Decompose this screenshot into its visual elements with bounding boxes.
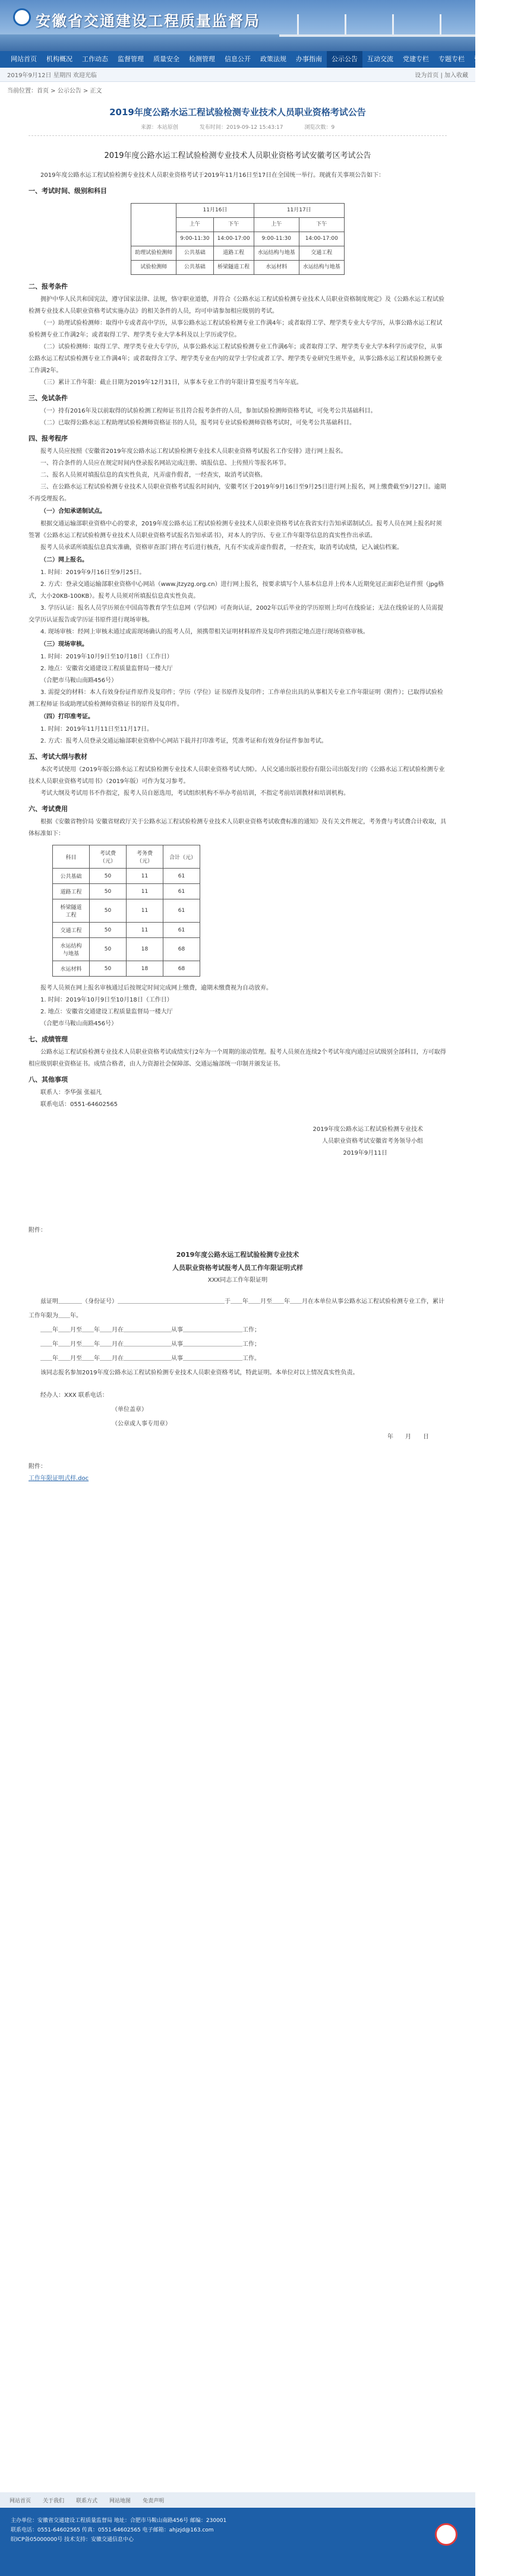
table-cell: 61 — [163, 899, 200, 923]
paragraph: （合肥市马鞍山南路456号） — [40, 677, 118, 684]
paragraph: 1. 时间：2019年11月11日至11月17日。 — [40, 726, 153, 733]
section-heading: 五、考试大纲与教材 — [29, 753, 87, 761]
paragraph: 1. 时间：2019年9月16日至9月25日。 — [40, 569, 146, 576]
table-cell: 11 — [127, 884, 163, 899]
paragraph: 1. 时间：2019年10月9日至10月18日（工作日） — [40, 997, 173, 1003]
footer-links — [0, 2492, 475, 2508]
paragraph: 根据《安徽省物价局 安徽省财政厅关于公路水运工程试验检测专业技术人员职业资格考试收费标准的通知》及有关文件规定，考务费与考试费合计收取，具体标准如下： — [29, 819, 447, 837]
table-cell: 50 — [90, 884, 127, 899]
banner-bridge — [279, 14, 475, 37]
table-cell: 合计（元） — [163, 845, 200, 869]
meta-views: 浏览次数：9 — [304, 125, 335, 131]
site-title: 安徽省交通建设工程质量监督局 — [36, 12, 261, 30]
date-welcome: 2019年9月12日 星期四 欢迎光临 — [7, 72, 97, 79]
paragraph: 2. 地点：安徽省交通建设工程质量监督局一楼大厅 — [40, 1009, 173, 1015]
nav-item[interactable]: 党建专栏 — [403, 55, 429, 63]
section-body — [29, 446, 447, 747]
table-cell: 50 — [90, 869, 127, 884]
contact-phone: 联系电话：0551-64602565 — [40, 1101, 118, 1108]
top-info-bar — [0, 68, 475, 82]
footer-line: 联系电话：0551-64602565 传真：0551-64602565 电子邮箱：ahjzjd@163.com — [11, 2527, 214, 2533]
nav-item[interactable]: 互动交流 — [367, 55, 393, 63]
table-cell: 公共基础 — [176, 246, 213, 261]
table-cell: 水运结构与地基 — [53, 938, 90, 961]
table-cell: 交通工程 — [53, 923, 90, 938]
paragraph: （三）现场审核。 — [40, 641, 88, 648]
section-heading: 四、报考程序 — [29, 435, 68, 442]
meta-time: 发布时间：2019-09-12 15:43:17 — [199, 125, 283, 131]
table-cell: 水运结构与地基 — [299, 261, 344, 275]
annex-label: 附件： — [29, 1227, 46, 1234]
annex-date: 年 月 日 — [387, 1434, 429, 1440]
paragraph: 公路水运工程试验检测专业技术人员职业资格考试成绩实行2年为一个周期的滚动管理。报考人员须在连续2个考试年度内通过应试级别全部科目，方可取得相应级别职业资格证书。成绩合格者，由人力资源社会保障部、交通运输部统一印制并颁发证书。 — [29, 1049, 446, 1067]
table-cell: 桥梁隧道工程 — [213, 261, 254, 275]
table-cell: 试验检测师 — [131, 261, 176, 275]
paragraph: （一）助理试验检测师：取得中专或者高中学历，从事公路水运工程试验检测专业工作满4年；或者取得工学、理学类专业大专学历，从事公路水运工程试验检测专业工作满2年；或者取得工学、理学类专业大学本科及以上学历或学位。 — [29, 320, 443, 338]
table-cell: 50 — [90, 899, 127, 923]
site-logo-icon[interactable] — [13, 8, 31, 26]
nav-item[interactable]: 检测管理 — [189, 55, 215, 63]
section-body — [29, 294, 447, 389]
paragraph: 报考人员应按照《安徽省2019年度公路水运工程试验检测专业技术人员职业资格考试报名工作安排》进行网上报名。 — [40, 448, 347, 455]
gov-emblem-icon[interactable] — [435, 2523, 457, 2546]
annex-seal: （单位盖章） — [112, 1406, 147, 1413]
table-cell: 助理试验检测师 — [131, 246, 176, 261]
footer-link[interactable]: 网站首页 — [10, 2498, 31, 2504]
table-cell: 水运材料 — [53, 961, 90, 977]
banner-sea — [0, 34, 475, 51]
paragraph: （合肥市马鞍山南路456号） — [40, 1021, 118, 1027]
table-cell: 14:00-17:00 — [299, 232, 344, 246]
table-cell: 11 — [127, 869, 163, 884]
nav-item[interactable]: 专题专栏 — [438, 55, 465, 63]
annex-line: 兹证明＿＿＿＿（身份证号）＿＿＿＿＿＿＿＿＿＿＿＿＿＿＿＿＿＿于＿＿年＿＿月至＿＿年＿＿月在本单位从事公路水运工程试验检测专业工作，累计工作年限为＿＿年。 — [29, 1298, 444, 1319]
paragraph: 4. 现场审核：经网上审核未通过或需现场确认的报考人员，须携带相关证明材料原件及复印件到指定地点进行现场资格审核。 — [40, 629, 369, 635]
table-cell: 50 — [90, 923, 127, 938]
table-cell — [131, 204, 176, 246]
table-cell: 水运材料 — [254, 261, 299, 275]
table-cell: 50 — [90, 938, 127, 961]
table-cell: 科目 — [53, 845, 90, 869]
nav-item[interactable]: 工作动态 — [82, 55, 108, 63]
meta-source: 来源：本站原创 — [140, 125, 178, 131]
table-cell: 11 — [127, 923, 163, 938]
table-cell: 考试费（元） — [90, 845, 127, 869]
table-cell: 50 — [90, 961, 127, 977]
footer-link[interactable]: 关于我们 — [43, 2498, 65, 2504]
article-title: 2019年度公路水运工程试验检测专业技术人员职业资格考试公告 — [109, 107, 366, 118]
signature-line: 2019年度公路水运工程试验检测专业技术 — [313, 1126, 423, 1133]
breadcrumb: 当前位置：首页 > 公示公告 > 正文 — [7, 87, 102, 94]
paragraph: （一）合知承诺制试点。 — [40, 508, 106, 515]
table-cell: 道路工程 — [213, 246, 254, 261]
table-cell: 11月17日 — [254, 204, 344, 218]
schedule-table — [131, 203, 345, 275]
attachment-link[interactable]: 工作年限证明式样.doc — [29, 1475, 89, 1482]
table-cell: 14:00-17:00 — [213, 232, 254, 246]
paragraph: 2. 方式：登录交通运输部职业资格中心网站（www.jtzyzg.org.cn）进行网上报名，按要求填写个人基本信息并上传本人近期免冠正面彩色证件照（jpg格式，大小20KB-100KB）。报考人员须对所填报信息真实性负责。 — [29, 581, 444, 600]
section-heading: 三、免试条件 — [29, 394, 68, 402]
table-cell: 交通工程 — [299, 246, 344, 261]
annex-line: ＿＿年＿＿月至＿＿年＿＿月在＿＿＿＿＿＿＿＿从事＿＿＿＿＿＿＿＿＿＿工作； — [40, 1327, 260, 1333]
paragraph: 根据交通运输部职业资格中心的要求，2019年度公路水运工程试验检测专业技术人员职业资格考试在我省实行告知承诺制试点。报考人员在网上报名时须签署《公路水运工程试验检测专业技术人员职业资格考试报名告知承诺书》，对本人的学历、专业工作年限等信息的真实性作出承诺。 — [29, 521, 442, 539]
annex-title: 2019年度公路水运工程试验检测专业技术 — [176, 1251, 299, 1259]
signature-date: 2019年9月11日 — [343, 1150, 387, 1156]
nav-item[interactable]: 办事指南 — [296, 55, 322, 63]
nav-item[interactable]: 信息公开 — [225, 55, 251, 63]
table-cell: 水运结构与地基 — [254, 246, 299, 261]
paragraph: 报考人员承诺所填报信息真实准确，资格审查部门将在考后进行核查，凡有不实或弄虚作假者，一经查实，取消考试成绩，记入诚信档案。 — [40, 544, 403, 551]
section-heading: 二、报考条件 — [29, 283, 68, 290]
site-banner — [0, 0, 475, 51]
signature-line: 人员职业资格考试安徽省考务领导小组 — [322, 1138, 423, 1145]
paragraph: 一、符合条件的人员应在规定时间内登录报名网站完成注册、填报信息、上传照片等报名环节。 — [40, 460, 290, 467]
paragraph: 考试大纲及考试用书不作指定，报考人员自愿选用，考试组织机构不举办考前培训，不指定考前培训教材和培训机构。 — [40, 790, 349, 797]
paragraph: 2. 方式：报考人员登录交通运输部职业资格中心网站下载并打印准考证，凭准考证和有效身份证件参加考试。 — [40, 738, 327, 744]
table-cell: 18 — [127, 938, 163, 961]
table-cell: 考务费（元） — [127, 845, 163, 869]
table-cell: 9:00-11:30 — [254, 232, 299, 246]
annex-line: ＿＿年＿＿月至＿＿年＿＿月在＿＿＿＿＿＿＿＿从事＿＿＿＿＿＿＿＿＿＿工作； — [40, 1341, 260, 1348]
section-heading: 六、考试费用 — [29, 805, 68, 813]
paragraph: 三、在公路水运工程试验检测专业技术人员职业资格考试报名时间内，安徽考区于2019年9月16日至9月25日进行网上报名，网上缴费截至9月27日。逾期不再受理报名。 — [29, 484, 446, 502]
paragraph: （二）网上报名。 — [40, 557, 88, 563]
footer-info — [0, 2508, 475, 2576]
annex-subtitle: XXX同志工作年限证明 — [207, 1277, 268, 1284]
paragraph: 拥护中华人民共和国宪法，遵守国家法律、法规，恪守职业道德，并符合《公路水运工程试验检测专业技术人员职业资格制度规定》及《公路水运工程试验检测专业技术人员职业资格考试实施办法》的相关条件的人员，均可申请参加相应级别的考试。 — [29, 296, 444, 315]
intro-paragraph: 2019年度公路水运工程试验检测专业技术人员职业资格考试于2019年11月16日至17日在全国统一举行。现就有关事项公告如下： — [40, 172, 385, 179]
paragraph: 二、报名人员须对填报信息的真实性负责，凡弄虚作假者，一经查实，取消考试资格。 — [40, 472, 266, 479]
fee-table — [52, 845, 200, 977]
paragraph: 3. 学历认证：报名人员学历须在中国高等教育学生信息网（学信网）可查询认证，2002年以后毕业的学历原则上均可在线验证；无法在线验证的人员需提交学历认证报告或学历证书原件进行现场审核。 — [29, 605, 444, 623]
annex-contact: 经办人：XXX 联系电话： — [40, 1392, 108, 1399]
table-cell: 61 — [163, 884, 200, 899]
paragraph: （二）试验检测师：取得工学、理学类专业大专学历，从事公路水运工程试验检测专业工作满6年；或者取得工学、理学类专业大学本科学历或学位，从事公路水运工程试验检测专业工作满4年；或者取得含工学、理学类专业在内的双学士学位或者工学、理学类专业研究生班毕业，从事公路水运工程试验检测专业工作满2年。 — [29, 344, 443, 374]
footer-line: 皖ICP备05000000号 技术支持：安徽交通信息中心 — [11, 2537, 134, 2543]
article-subtitle: 2019年度公路水运工程试验检测专业技术人员职业资格考试安徽考区考试公告 — [104, 151, 371, 160]
article-meta — [29, 123, 447, 136]
nav-item[interactable]: 网站首页 — [11, 55, 37, 63]
nav-item[interactable]: 政策法规 — [260, 55, 286, 63]
table-cell: 道路工程 — [53, 884, 90, 899]
table-cell: 11 — [127, 899, 163, 923]
table-cell: 18 — [127, 961, 163, 977]
section-heading: 一、考试时间、级别和科目 — [29, 187, 107, 195]
paragraph: （三）累计工作年限：截止日期为2019年12月31日，从事本专业工作的年限计算至报考当年年底。 — [40, 379, 302, 386]
paragraph: 2. 地点：安徽省交通建设工程质量监督局一楼大厅 — [40, 666, 173, 672]
attachment-label: 附件： — [29, 1463, 46, 1470]
section-heading: 七、成绩管理 — [29, 1035, 68, 1043]
footer-line: 主办单位：安徽省交通建设工程质量监督局 地址：合肥市马鞍山南路456号 邮编：230001 — [11, 2518, 227, 2524]
nav-item[interactable]: 监督管理 — [118, 55, 144, 63]
paragraph: （一）持有2016年及以前取得的试验检测工程师证书且符合报考条件的人员，参加试验检测师资格考试，可免考公共基础科目。 — [40, 408, 377, 414]
table-cell: 9:00-11:30 — [176, 232, 213, 246]
main-nav — [0, 51, 500, 68]
annex-title: 人员职业资格考试报考人员工作年限证明式样 — [172, 1264, 303, 1272]
annex-line: ＿＿年＿＿月至＿＿年＿＿月在＿＿＿＿＿＿＿＿从事＿＿＿＿＿＿＿＿＿＿工作。 — [40, 1355, 260, 1362]
footer-link[interactable]: 网站地图 — [109, 2498, 131, 2504]
table-cell: 68 — [163, 938, 200, 961]
annex-line: 该同志报名参加2019年度公路水运工程试验检测专业技术人员职业资格考试，特此证明。本单位对以上情况真实性负责。 — [40, 1370, 359, 1376]
table-cell: 11月16日 — [176, 204, 254, 218]
table-cell: 上午 — [176, 218, 213, 232]
table-cell: 下午 — [299, 218, 344, 232]
home-favorite-links[interactable]: 设为首页 | 加入收藏 — [415, 72, 468, 79]
paragraph: 1. 时间：2019年10月9日至10月18日（工作日） — [40, 654, 173, 660]
nav-item[interactable]: 资料下载 — [474, 55, 500, 63]
contact-person: 联系人：李华强 张福凡 — [40, 1089, 102, 1096]
paragraph: （四）打印准考证。 — [40, 714, 94, 720]
paragraph: （二）已取得公路水运工程助理试验检测师资格证书的人员，报考同专业试验检测师资格考试时，可免考公共基础科目。 — [40, 420, 355, 426]
table-cell: 公共基础 — [176, 261, 213, 275]
nav-item[interactable]: 质量安全 — [153, 55, 179, 63]
footer-link[interactable]: 免责声明 — [143, 2498, 165, 2504]
table-cell: 桥梁隧道工程 — [53, 899, 90, 923]
site-footer — [0, 2492, 475, 2576]
annex-seal: （公章或人事专用章） — [112, 1421, 171, 1427]
nav-item[interactable]: 公示公告 — [327, 51, 362, 68]
table-cell: 下午 — [213, 218, 254, 232]
paragraph: 3. 需提交的材料：本人有效身份证件原件及复印件；学历（学位）证书原件及复印件；工作单位出具的从事相关专业工作年限证明（附件）；已取得试验检测工程师证书或助理试验检测师资格证书的原件及复印件。 — [29, 689, 443, 708]
article — [0, 106, 475, 1485]
footer-link[interactable]: 联系方式 — [76, 2498, 98, 2504]
table-cell: 61 — [163, 869, 200, 884]
paragraph: 报考人员须在网上报名审核通过后按规定时间完成网上缴费，逾期未缴费视为自动放弃。 — [40, 985, 272, 991]
paragraph: 本次考试使用《2019年版公路水运工程试验检测专业技术人员职业资格考试大纲》。人民交通出版社股份有限公司出版发行的《公路水运工程试验检测专业技术人员职业资格考试用书》（2019年版）可作为复习参考。 — [29, 766, 445, 785]
nav-item[interactable]: 机构概况 — [46, 55, 72, 63]
table-cell: 68 — [163, 961, 200, 977]
table-cell: 61 — [163, 923, 200, 938]
section-heading: 八、其他事项 — [29, 1076, 68, 1083]
table-cell: 上午 — [254, 218, 299, 232]
table-cell: 公共基础 — [53, 869, 90, 884]
